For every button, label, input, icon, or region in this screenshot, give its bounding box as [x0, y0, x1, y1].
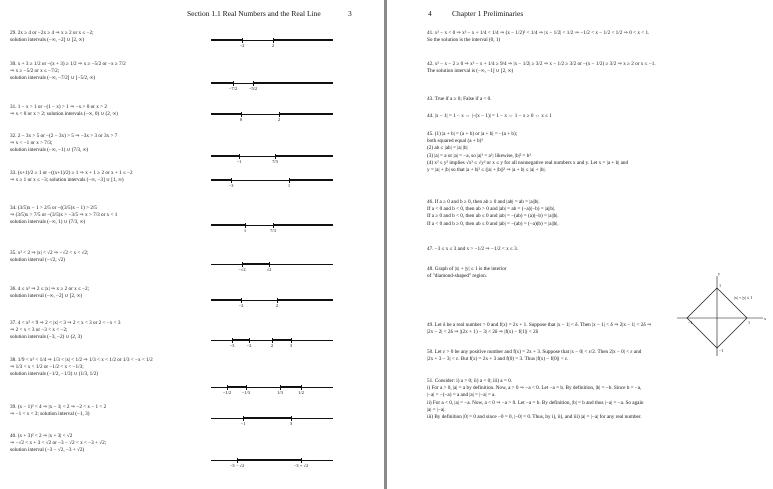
tick-label: −3: [229, 343, 235, 348]
x-axis-label: x: [764, 316, 767, 321]
problem-line: ii) For a < 0, |a| = −a. Now, a < 0 ⇒ −a > 0. Let −a = b. By definition, |b| = b and thus |−a| = −a. So again: [427, 399, 644, 406]
tick-label: 7/3: [272, 159, 278, 164]
problem-line: of "diamond-shaped" region.: [427, 273, 487, 280]
solution-segment: [273, 224, 333, 226]
problem-4: [10, 133, 117, 155]
page-number: 4: [428, 9, 432, 18]
tick-label: 2: [270, 343, 274, 348]
number-line: [211, 40, 333, 48]
problem-line: 40. (x + 3)² < 2 ⇒ |x + 3| < √2: [10, 433, 73, 439]
tick-label: −5/2: [248, 86, 258, 91]
solution-segment: [280, 386, 301, 388]
problem-line: (4) x² ≤ y² implies √x² ≤ √y² or x ≤ y for all nonnegative real numbers x and y. Let x = |a + b| and: [427, 159, 629, 166]
problem-8: [10, 286, 89, 300]
solution-segment: [289, 179, 333, 181]
problem-line: ⇒ x ≥ −5/2 or x ≤ −7/2;: [10, 68, 60, 75]
tick-label: 2: [275, 303, 279, 308]
problem-line: |−a| = −(−a) = a and |a| = |−a| = a.: [427, 392, 496, 399]
problem-line: ⇒ x < −1 or x > 7/3;: [10, 140, 53, 147]
tick-label: −7/2: [228, 86, 238, 91]
tick-label: √2: [266, 267, 272, 272]
number-line: [211, 340, 333, 348]
problem-line: both squared equal (a + b)²: [427, 138, 483, 145]
problem-line: 42. x² − x − 2 ≥ 0 ⇒ x² − x + 1/4 ≥ 9/4 ⇒ |x − 1/2| ≥ 3/2 ⇒ x − 1/2 ≥ 3/2 or −(x − 1/2) ≥ 3/2 ⇒ x ≥ 2 or x ≤ −1.: [427, 61, 656, 67]
problem-line: 38. 1/9 < x² < 1/4 ⇒ 1/3 < |x| < 1/2 ⇒ 1/3 < x < 1/2 or 1/3 < −x < 1/2: [10, 357, 153, 363]
solution-segment: [211, 155, 239, 157]
problem-10: [427, 349, 641, 363]
tick-label: −1/3: [241, 390, 251, 395]
solution-segment: [279, 113, 333, 115]
solution-segment: [211, 179, 231, 181]
tick-label: 1/3: [277, 390, 283, 395]
number-line: [211, 418, 333, 426]
number-line: [211, 387, 333, 395]
problem-line: solution intervals (−3, −2) ∪ (2, 3): [10, 334, 82, 341]
running-header: Section 1.1 Real Numbers and the Real Line: [187, 9, 321, 18]
number-line-axis: [211, 264, 333, 265]
solution-segment: [227, 386, 246, 388]
problem-line: ⇒ 1/3 < x < 1/2 or −1/2 < x < −1/3;: [10, 364, 84, 371]
problem-line: 30. x + 3 ≥ 1/2 or −(x + 3) ≥ 1/2 ⇒ x ≥ −5/2 or −x ≥ 7/2: [10, 61, 126, 67]
number-line: [211, 83, 333, 91]
problem-line: 45. (1) |a + b| = (a + b) or |a + b| = −(a + b);: [427, 131, 518, 137]
problem-line: ⇒ −√2 < x + 3 < √2 or −3 − √2 < x < −3 + √2;: [10, 440, 107, 447]
solution-segment: [243, 417, 291, 419]
number-line: [211, 225, 333, 233]
tick-label: 2: [277, 117, 281, 122]
problem-line: 35. x² < 2 ⇒ |x| < √2 ⇒ −√2 < x < √2;: [10, 250, 89, 256]
problem-line: (3) |a| = a or |a| = −a, so |a|² = a²; likewise, |b|² = b²: [427, 152, 531, 159]
curve-label: |x| + |y| ≤ 1: [734, 295, 753, 300]
problem-line: solution interval (−∞, −2] ∪ [2, ∞): [10, 293, 83, 300]
number-line: [211, 300, 333, 308]
problem-line: 46. If a ≥ 0 and b ≥ 0, then ab ≥ 0 and |ab| = ab = |a||b|.: [427, 199, 540, 205]
solution-segment: [237, 459, 301, 461]
tick-label: −2: [246, 343, 252, 348]
problem-line: ⇒ x < 0 or x > 2; solution intervals (−∞, 0) ∪ (2, ∞): [10, 111, 118, 118]
problem-line: If a < 0 and b ≥ 0, then ab ≤ 0 and |ab| = −(ab) = (−a)(b) = |a||b|.: [427, 220, 559, 227]
tick-label: 3: [289, 343, 293, 348]
problem-line: 39. (x − 1)² < 4 ⇒ |x − 1| < 2 ⇒ −2 < x − 1 < 2: [10, 404, 107, 410]
problem-line: i) For a > 0, |a| = a by definition. Now, a > 0 ⇒ −a < 0. Let −a = b. By definition, |b| = −b. Since b = −a,: [427, 385, 642, 392]
problem-line: So the solution is the interval (0, 1): [427, 37, 501, 44]
tick-label: 3: [289, 421, 293, 426]
problem-line: 44. |x − 1| = 1 − x ⇔ |−(x − 1)| = 1 − x ⇔ 1 − x ≥ 0 ⇔ x ≤ 1: [427, 113, 552, 119]
tick-label: 7/3: [270, 228, 276, 233]
problem-11: [10, 404, 106, 418]
problem-line: 41. x² − x < 0 ⇒ x² − x + 1/4 < 1/4 ⇒ (x − 1/2)² < 1/4 ⇒ |x − 1/2| < 1/2 ⇒ −1/2 < x − 1/2 < 1/2 ⇒ 0 < x < 1.: [427, 30, 650, 36]
tick-label: −3 + √2: [293, 463, 309, 468]
problem-9: [427, 322, 651, 336]
problem-line: 49. Let δ be a real number > 0 and f(x) = 2x + 1. Suppose that |x − 1| < δ. Then |x − 1| < δ ⇒ 2|x − 1| < 2δ ⇒: [427, 322, 652, 328]
solution-segment: [211, 39, 242, 41]
problem-line: y = |a| + |b| so that |a + b|² ≤ (|a| + |b|)² ⇒ |a + b| ≤ |a| + |b|.: [427, 167, 546, 174]
problem-line: solution intervals (−∞, 1) ∪ (7/3, ∞): [10, 219, 86, 226]
tick-label: −√2: [238, 267, 246, 272]
problem-7: [10, 250, 88, 264]
problem-1: [427, 30, 649, 44]
problem-line: iii) By definition |0| = 0 and since −0 = 0, |−0| = 0. Thus, by i), ii), and iii) |a| = |−a| for any real number.: [427, 414, 642, 421]
y-axis-label: y: [718, 271, 721, 276]
tick-label: −2: [238, 303, 244, 308]
problem-line: |2x − 2| < 2δ ⇒ |(2x + 1) − 3| < 2δ ⇒ |f(x) − f(1)| < 2δ: [427, 329, 539, 336]
problem-7: [427, 246, 518, 253]
tick-label: −1/2: [222, 390, 232, 395]
problem-5: [427, 131, 628, 174]
tick-label: 1: [719, 283, 722, 288]
problem-line: ⇒ (3/5)x > 7/5 or −(3/5)x > −3/5 ⇒ x > 7/3 or x < 1: [10, 212, 118, 219]
problem-8: [427, 266, 507, 280]
problem-line: |2x + 3 − 3| < ε. But f(x) = 2x + 3 and f(0) = 3. Thus |f(x) − f(0)| < ε.: [427, 356, 569, 363]
left-page: [0, 0, 384, 489]
tick-label: −3 − √2: [229, 463, 245, 468]
tick-label: 1: [748, 320, 751, 325]
problem-line: If a ≥ 0 and b < 0, then ab ≤ 0 and |ab| = −(ab) = (a)(−b) = |a||b|.: [427, 213, 559, 220]
problem-line: solution intervals (−∞, −1) ∪ (7/3, ∞): [10, 147, 89, 154]
solution-segment: [232, 339, 249, 341]
solution-segment: [211, 224, 245, 226]
problem-line: solution intervals (−∞, −7/2] ∪ [−5/2, ∞): [10, 75, 96, 82]
solution-segment: [272, 339, 291, 341]
problem-line: If a < 0 and b < 0, then ab > 0 and |ab| = ab = (−a)(−b) = |a||b|.: [427, 206, 556, 213]
problem-5: [10, 170, 133, 184]
problem-line: 48. Graph of |x| + |y| ≤ 1 is the interior: [427, 266, 507, 272]
problem-6: [10, 205, 117, 227]
running-header: Chapter 1 Preliminaries: [452, 9, 524, 18]
problem-3: [10, 104, 118, 118]
problem-4: [427, 113, 552, 120]
problem-line: 50. Let ε > 0 be any positive number and f(x) = 2x + 3. Suppose that |x − 0| < ε/2. Then 2|x − 0| < ε and: [427, 349, 642, 355]
solution-segment: [211, 299, 241, 301]
solution-segment: [253, 82, 333, 84]
problem-line: 47. −3 ≤ x ≤ 3 and x > −1/2 ⇒ −1/2 < x ≤ 3.: [427, 246, 519, 252]
solution-segment: [275, 155, 333, 157]
problem-line: 51. Consider: i) a > 0; ii) a < 0; iii) a = 0.: [427, 378, 512, 384]
tick-label: −1: [240, 421, 246, 426]
number-line: [211, 114, 333, 122]
page-number: 3: [348, 9, 352, 18]
problem-line: 32. 2 − 3x > 5 or −(2 − 3x) > 5 ⇒ −3x > 3 or 3x > 7: [10, 133, 118, 139]
tick-label: 1: [243, 228, 247, 233]
solution-segment: [273, 39, 333, 41]
problem-line: ⇒ x ≥ 1 or x ≤ −3; solution intervals (−∞, −3] ∪ [1, ∞): [10, 177, 124, 184]
tick-label: 2: [271, 43, 275, 48]
tick-label: −2: [239, 43, 245, 48]
solution-segment: [242, 263, 269, 265]
number-line: [211, 264, 333, 272]
solution-segment: [277, 299, 333, 301]
problem-11: [427, 378, 644, 421]
problem-3: [427, 96, 492, 103]
tick-label: −1: [236, 159, 242, 164]
problem-line: solution intervals (−1/2, −1/3) ∪ (1/3, 1/2): [10, 371, 99, 378]
tick-label: −1: [688, 320, 693, 325]
problem-line: 33. (x+1)/2 ≥ 1 or −((x+1)/2) ≥ 1 ⇒ x + 1 ≥ 2 or x + 1 ≤ −2: [10, 170, 133, 176]
problem-line: |a| = |−a|.: [427, 406, 446, 413]
diamond-graph: [667, 268, 767, 358]
tick-label: 1/2: [298, 390, 304, 395]
problem-2: [427, 61, 656, 75]
problem-9: [10, 320, 120, 342]
tick-label: −1: [719, 348, 724, 353]
problem-12: [10, 433, 106, 455]
problem-line: The solution interval is (−∞, −1] ∪ [2, ∞): [427, 68, 514, 75]
problem-line: 36. 4 ≤ x² ⇒ 2 ≤ |x| ⇒ x ≥ 2 or x ≤ −2;: [10, 286, 90, 292]
problem-line: solution interval (−3 − √2, −3 + √2): [10, 447, 85, 454]
problem-line: 37. 4 < x² < 9 ⇒ 2 < |x| < 3 ⇒ 2 < x < 3 or 2 < −x < 3: [10, 320, 121, 326]
solution-segment: [211, 113, 241, 115]
problem-line: 34. (3/5)x − 1 > 2/5 or −((3/5)x − 1) > 2/5: [10, 205, 97, 211]
problem-line: 31. 1 − x > 1 or −(1 − x) > 1 ⇒ −x > 0 or x > 2: [10, 104, 107, 110]
problem-6: [427, 199, 559, 228]
number-line: [211, 460, 333, 468]
tick-label: −3: [228, 183, 234, 188]
problem-line: ⇒ 2 < x < 3 or −3 < x < −2;: [10, 327, 68, 334]
problem-line: 29. 2x ≥ 4 or −2x ≥ 4 ⇒ x ≥ 2 or x ≤ −2;: [10, 30, 94, 36]
problem-line: ⇒ −1 < x < 3; solution interval (−1, 3): [10, 411, 90, 418]
problem-10: [10, 357, 153, 379]
solution-segment: [211, 82, 233, 84]
number-line: [211, 180, 333, 188]
tick-label: 1: [287, 183, 291, 188]
problem-line: solution intervals (−∞, −2] ∪ [2, ∞): [10, 37, 85, 44]
problem-line: (2) ab ≤ |ab| = |a| |b|: [427, 145, 468, 152]
tick-label: 0: [239, 117, 243, 122]
problem-line: 43. True if a ≥ 0; False if a < 0.: [427, 96, 492, 102]
number-line: [211, 156, 333, 164]
problem-1: [10, 30, 94, 44]
problem-line: solution interval (−√2, √2): [10, 257, 66, 264]
right-page: [387, 0, 773, 489]
problem-2: [10, 61, 126, 83]
